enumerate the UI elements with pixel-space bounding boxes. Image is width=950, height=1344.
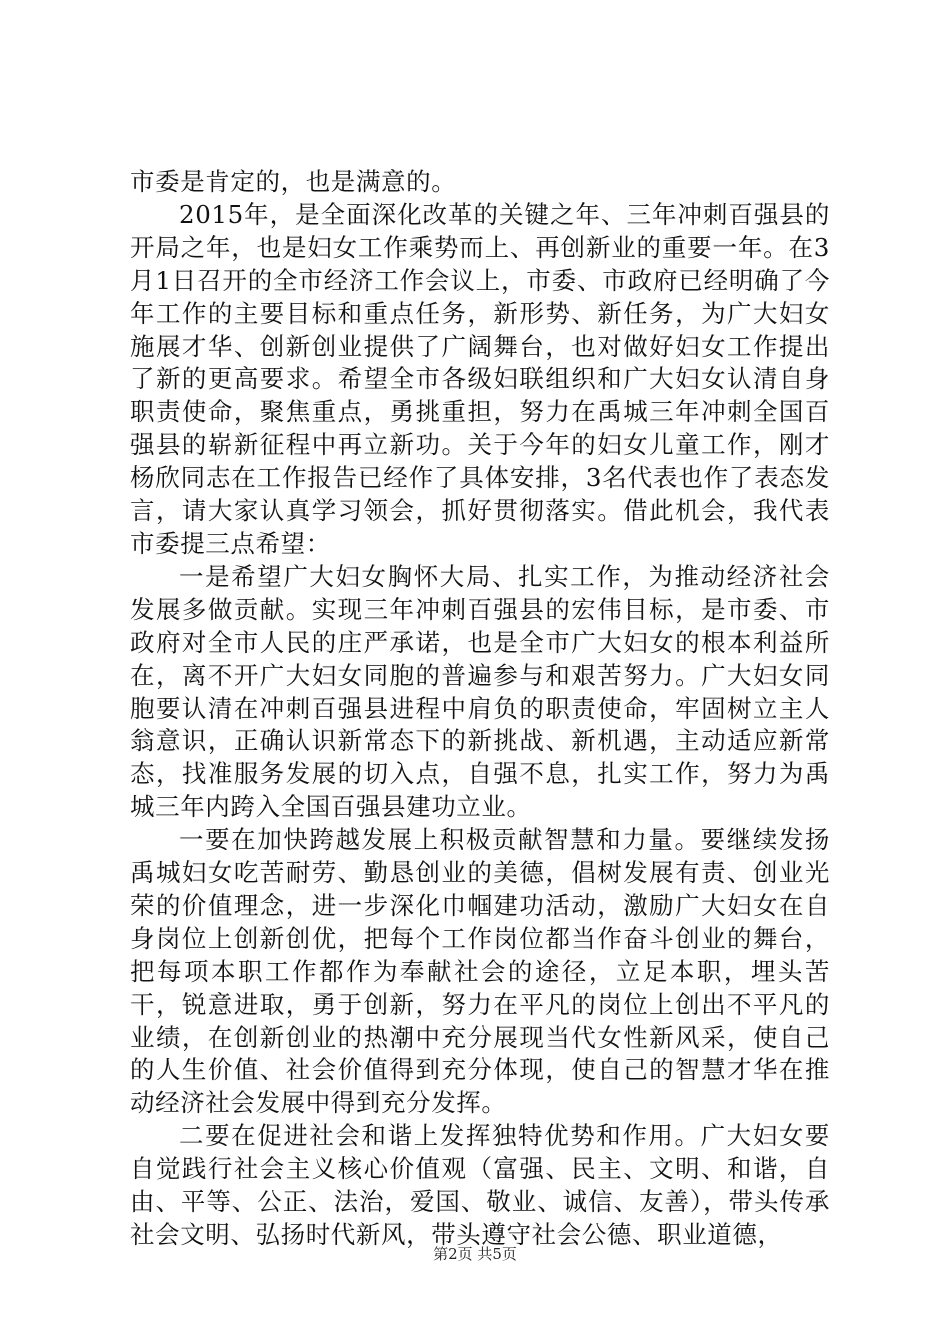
paragraph-point-one: 一要在加快跨越发展上积极贡献智慧和力量。要继续发扬禹城妇女吃苦耐劳、勤恳创业的美德，倡树发展有责、创业光荣的价值理念，进一步深化巾帼建功活动，激励广大妇女在自身岗位上创新创优，把每个工作岗位都当作奋斗创业的舞台，把每项本职工作都作为奉献社会的途径，立足本职，埋头苦干，锐意进取，勇于创新，努力在平凡的岗位上创出不平凡的业绩，在创新创业的热潮中充分展现当代女性新风采，使自己的人生价值、社会价值得到充分体现，使自己的智慧才华在推动经济社会发展中得到充分发挥。 xyxy=(130,825,830,1118)
document-body xyxy=(130,166,830,1252)
paragraph-2015-overview: 2015年，是全面深化改革的关键之年、三年冲刺百强县的开局之年，也是妇女工作乘势而上、再创新业的重要一年。在3月1日召开的全市经济工作会议上，市委、市政府已经明确了今年工作的主要目标和重点任务，新形势、新任务，为广大妇女施展才华、创新创业提供了广阔舞台，也对做好妇女工作提出了新的更高要求。希望全市各级妇联组织和广大妇女认清自身职责使命，聚焦重点，勇挑重担，努力在禹城三年冲刺全国百强县的崭新征程中再立新功。关于今年的妇女儿童工作，刚才杨欣同志在工作报告已经作了具体安排，3名代表也作了表态发言，请大家认真学习领会，抓好贯彻落实。借此机会，我代表市委提三点希望： xyxy=(130,199,830,558)
paragraph-continuation: 市委是肯定的，也是满意的。 xyxy=(130,167,457,196)
paragraph-hope-one: 一是希望广大妇女胸怀大局、扎实工作，为推动经济社会发展多做贡献。实现三年冲刺百强县的宏伟目标，是市委、市政府对全市人民的庄严承诺，也是全市广大妇女的根本利益所在，离不开广大妇女同胞的普遍参与和艰苦努力。广大妇女同胞要认清在冲刺百强县进程中肩负的职责使命，牢固树立主人翁意识，正确认识新常态下的新挑战、新机遇，主动适应新常态，找准服务发展的切入点，自强不息，扎实工作，努力为禹城三年内跨入全国百强县建功立业。 xyxy=(130,561,830,822)
paragraph-point-two: 二要在促进社会和谐上发挥独特优势和作用。广大妇女要自觉践行社会主义核心价值观（富强、民主、文明、和谐，自由、平等、公正、法治，爱国、敬业、诚信、友善），带头传承社会文明、弘扬时代新风，带头遵守社会公德、职业道德， xyxy=(130,1121,830,1249)
page-footer: 第2页 共5页 xyxy=(433,1245,517,1263)
